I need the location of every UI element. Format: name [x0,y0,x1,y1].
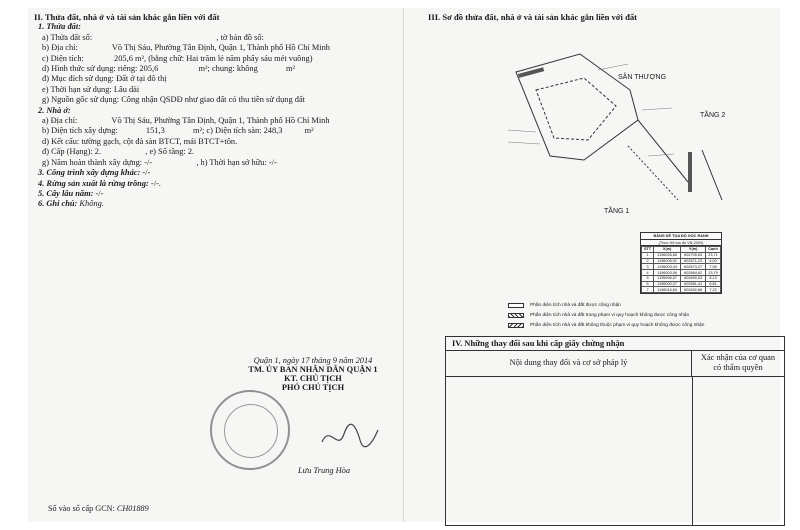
legend-text: Phần diện tích nhà và đất trong phạm vi quy hoạch không được công nhận [530,312,690,318]
registration-label: Số vào sổ cấp GCN: [48,504,115,513]
floor-area-value: 248,3 [263,126,283,136]
term-label: e) Thời hạn sử dụng: [42,84,112,94]
ownership-term-value: -/- [268,157,277,167]
land-purpose [34,74,394,84]
coordinate-cell: 1196006,91 [654,258,681,264]
registration-number [48,504,149,513]
coordinate-cell: 602690,53 [681,275,706,281]
issuing-org: TM. ỦY BAN NHÂN DÂN QUẬN 1 [248,365,378,374]
coordinate-cell: 2 [642,258,654,264]
coordinate-cell: 3 [642,264,654,270]
column-divider [692,377,693,525]
date-prefix: Quận 1, ngày [253,356,300,365]
coordinate-cell: 4,00 [706,258,721,264]
authority-confirm-line2: có thẩm quyền [713,363,763,372]
changes-table-header [446,351,784,377]
other-works-value: -/- [142,168,151,178]
usage-private-value: 205,6 [139,64,159,74]
completion-label: g) Năm hoàn thành xây dựng: [42,157,143,167]
date-day: 17 [301,356,310,365]
legend-text: Phần diện tích nhà và đất không thuộc phạm vi quy hoạch không được công nhận [530,322,705,328]
vice-chair-title: PHÓ CHỦ TỊCH [281,383,345,392]
house-area [34,126,394,136]
roof-label: SÂN THƯỢNG [618,74,667,81]
land-usage-form [34,64,394,74]
coordinate-header-cell: Cạnh [706,247,721,253]
term-value: Lâu dài [113,84,140,94]
registration-value: CH01889 [116,504,149,513]
coordinate-cell: 23,71 [706,252,721,258]
land-address-label: b) Địa chỉ: [42,43,78,53]
land-map-sheet-label: , tờ bản đồ số: [216,32,264,42]
authority-confirm-line1: Xác nhận của cơ quan [700,353,776,362]
floor-2-outline [536,78,616,140]
land-address-value: Võ Thị Sáu, Phường Tân Định, Quận 1, Thành phố Hồ Chí Minh [111,43,330,53]
coordinate-cell: 6 [642,281,654,287]
usage-common-unit: m² [285,64,296,74]
floor-area-unit: m² [304,126,314,136]
planted-forest [34,179,394,189]
house-address-value: Võ Thị Sáu, Phường Tân Định, Quận 1, Thành phố Hồ Chí Minh [111,116,330,126]
signer-name: Lưu Trung Hòa [298,466,351,475]
usage-common-label: m²; chung: [198,64,235,74]
coordinate-cell: 5 [642,275,654,281]
official-seal-icon [210,390,290,470]
house-grade [34,147,394,157]
house-address-label: a) Địa chỉ: [42,116,78,126]
street-line [638,120,688,182]
floor-area-label: m²; c) Diện tích sàn: [192,126,262,136]
date-month-label: tháng [311,356,331,365]
dimension-line [508,142,540,144]
coordinate-cell: 4 [642,270,654,276]
boundary-line [702,150,722,200]
coordinate-cell: 1196003,06 [654,270,681,276]
legend-item [508,300,704,310]
road-strip [688,152,692,192]
coordinate-table-title: BẢNG KÊ TỌA ĐỘ GÓC RANH [641,233,721,240]
grade-value: 2. [94,147,102,157]
authority-confirm-header [692,351,784,376]
house-heading: 2. Nhà ở: [38,105,71,115]
dimension-line [642,108,672,110]
perennial-trees-label: 5. Cây lâu năm: [38,188,94,198]
floors-value: 2. [187,147,195,157]
dimension-line [648,154,674,156]
coordinate-cell: 7,96 [706,264,721,270]
coordinate-cell: 1196003,44 [654,264,681,270]
coordinate-cell: 6,81 [706,281,721,287]
house-address [34,116,394,126]
other-works-label: 3. Công trình xây dựng khác: [38,168,141,178]
house-completion [34,158,394,168]
house-structure [34,137,394,147]
page-fold [403,8,404,522]
coordinate-grid [641,246,721,293]
land-parcel-number [34,33,394,43]
land-area-label: c) Diện tích: [42,53,84,63]
usage-form-label: d) Hình thức sử dụng: riêng: [42,64,138,74]
floors-label: , e) Số tầng: [145,147,186,157]
section-4-title: IV. Những thay đổi sau khi cấp giấy chứng nhận [446,337,784,351]
coordinate-cell: 602673,27 [681,264,706,270]
structure-value: tường gạch, cột đà sàn BTCT, mái BTCT+tôn. [81,136,238,146]
floor-1-label: TẦNG 1 [604,208,630,215]
grade-label: đ) Cấp (Hạng): [42,147,93,157]
legend-item [508,320,704,330]
certificate-page [28,8,780,522]
section-2 [34,12,394,210]
coordinate-cell: 1196000,07 [654,281,681,287]
plan-legend [508,300,704,330]
legend-swatch-icon [508,303,524,308]
on-behalf-chair: KT. CHỦ TỊCH [284,374,342,383]
coordinate-cell: 7 [642,287,654,293]
legend-swatch-icon [508,323,524,328]
coordinate-body [642,252,721,292]
signature-icon [320,422,380,452]
section-2-title: II. Thửa đất, nhà ở và tài sản khác gắn liền với đất [34,12,220,22]
legend-item [508,310,704,320]
land-term [34,85,394,95]
perennial-trees-value: -/- [95,188,104,198]
coordinate-cell: 23,79 [706,270,721,276]
coordinate-cell: 602692,66 [681,287,706,293]
date-month: 9 [332,356,337,365]
dimension-line [508,130,536,132]
date-year-label: năm 20 [339,356,364,365]
signature-block [218,356,408,392]
coordinate-table-subtitle: (Theo Hệ tọa độ VN-2000) [641,240,721,246]
origin-label: g) Nguồn gốc sử dụng: [42,95,120,105]
coordinate-header-cell: STT [642,247,654,253]
land-parcel-label: a) Thửa đất số: [42,32,93,42]
coordinate-cell: 7,22 [706,287,721,293]
section-4-changes-table [445,336,785,526]
coordinate-header-cell: Y(m) [681,247,706,253]
completion-value: -/- [144,157,153,167]
notes-value: Không. [79,199,104,209]
coordinate-cell: 1196016,84 [654,287,681,293]
purpose-label: đ) Mục đích sử dụng: [42,74,114,84]
coordinate-cell: 602681,41 [681,281,706,287]
land-area [34,54,394,64]
perennial-trees [34,189,394,199]
usage-common-value: không [236,64,258,74]
issue-date [218,356,408,365]
coordinate-cell: 1195996,57 [654,275,681,281]
legend-swatch-icon [508,313,524,318]
build-area-value: 151,3 [145,126,165,136]
coordinate-cell: 8,13 [706,275,721,281]
structure-label: d) Kết cấu: [42,136,80,146]
coordinate-header-cell: X(m) [654,247,681,253]
land-address [34,43,394,53]
date-year: 14 [363,356,373,365]
land-area-value: 205,6 [114,53,133,63]
build-area-label: b) Diện tích xây dựng: [42,126,118,136]
land-heading: 1. Thửa đất: [38,22,81,32]
land-area-words: m², (bằng chữ: Hai trăm lẻ năm phẩy sáu mét vuông) [134,53,313,63]
legend-text: Phần diện tích nhà và đất được công nhận [530,302,621,308]
coordinate-row [642,287,721,293]
change-content-header: Nội dung thay đổi và cơ sở pháp lý [446,351,692,376]
hatched-strip [518,67,544,78]
coordinate-cell: 602671,23 [681,258,706,264]
coordinate-cell: 1 [642,252,654,258]
coordinate-cell: 602684,62 [681,270,706,276]
floor-2-label: TẦNG 2 [700,112,726,119]
notes [34,199,394,209]
section-3-title: III. Sơ đồ thửa đất, nhà ở và tài sản khác gắn liền với đất [428,12,638,22]
coordinate-table [640,232,722,294]
other-works [34,168,394,178]
origin-value: Công nhận QSDĐ như giao đất có thu tiền sử dụng đất [121,95,305,105]
ownership-term-label: , h) Thời hạn sở hữu: [196,157,267,167]
planted-forest-value: -/-. [150,178,161,188]
planted-forest-label: 4. Rừng sản xuất là rừng trồng: [38,178,149,188]
purpose-value: Đất ở tại đô thị [116,74,167,84]
dimension-line [598,64,628,70]
notes-label: 6. Ghi chú: [38,199,78,209]
land-origin [34,95,394,105]
coordinate-cell: 1196026,66 [654,252,681,258]
coordinate-cell: 602705,63 [681,252,706,258]
